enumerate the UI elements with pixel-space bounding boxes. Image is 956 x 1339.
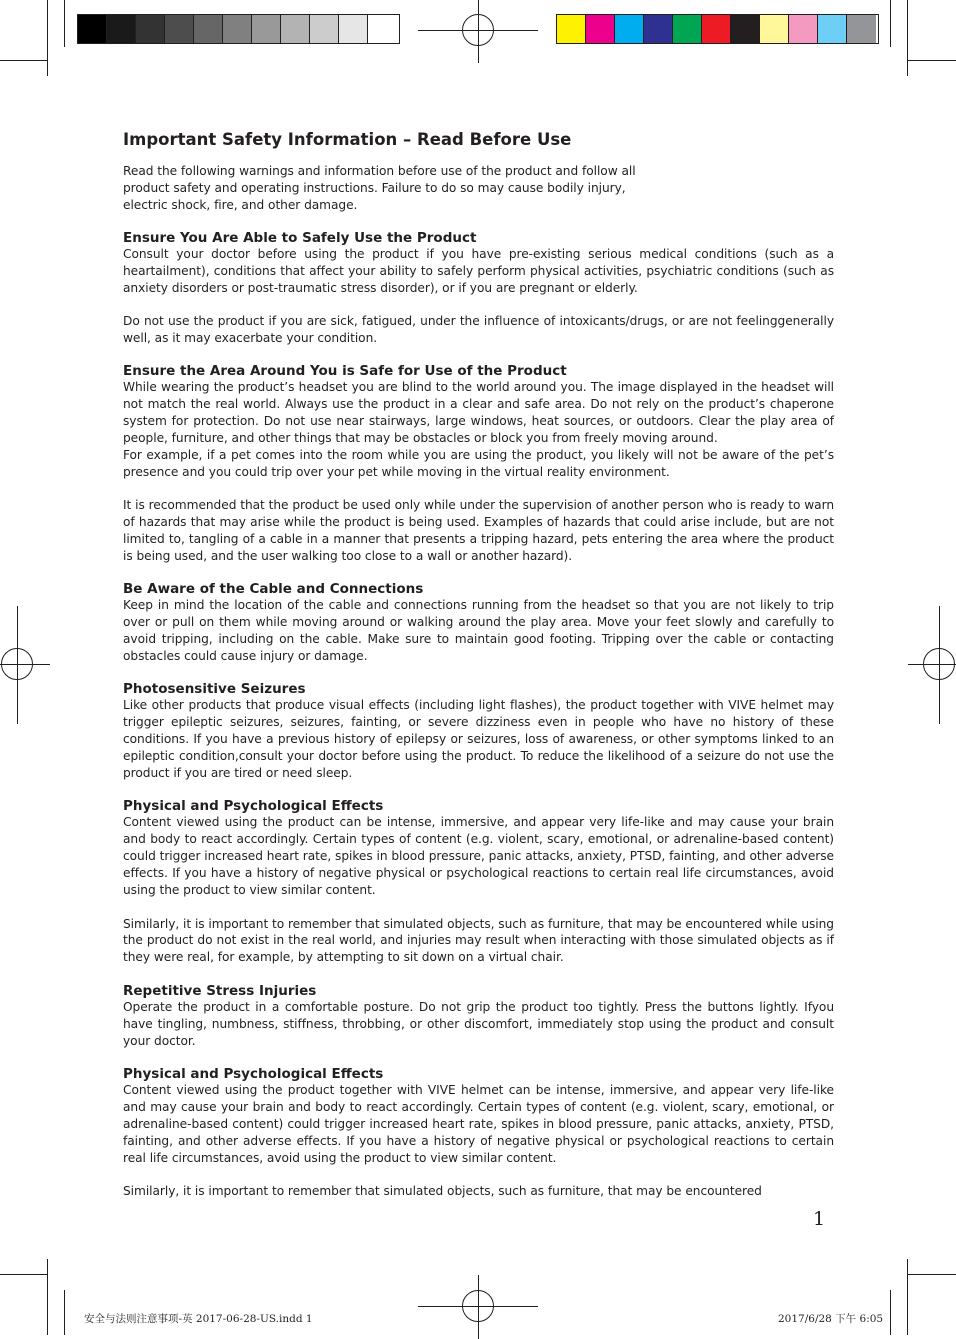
slug-timestamp: 2017/6/28 下午 6:05	[778, 1313, 884, 1325]
section-paragraph: While wearing the product’s headset you are blind to the world around you. The image displayed in the headset will not match the real world. Always use the product in a clear and safe area. Do not rely on the product’s chaperone system for protection. Do not use near stairways, large windows, heat sources, or outdoors. Clear the play area of people, furniture, and other things that may be obstacles or block you from freely moving around.	[123, 380, 834, 445]
section-safe-area	[123, 363, 834, 565]
color-swatch	[194, 15, 223, 43]
color-swatch	[615, 15, 644, 43]
section-paragraph: For example, if a pet comes into the room while you are using the product, you likely will not be aware of the pet’s presence and you could trip over your pet while moving in the virtual reality environment.	[123, 447, 834, 479]
section-heading: Ensure You Are Able to Safely Use the Product	[123, 229, 477, 246]
section-paragraph: Keep in mind the location of the cable and connections running from the headset so that you are not likely to trip over or pull on them while moving around or walking around the play area. Move your feet slowly and carefully to avoid tripping, including on the cable. Make sure to maintain good footing. Tripping over the cable or contacting obstacles could cause injury or damage.	[123, 598, 834, 664]
section-paragraph: Do not use the product if you are sick, fatigued, under the influence of intoxicants/drugs, or are not feelinggenerally well, as it may exacerbate your condition.	[123, 313, 834, 345]
color-swatch	[789, 15, 818, 43]
section-psych-effects-2	[123, 1066, 834, 1167]
section-able-to-use	[123, 230, 834, 347]
color-swatch	[760, 15, 789, 43]
registration-line-bottom	[418, 1306, 538, 1307]
registration-line-top	[418, 30, 538, 31]
section-paragraph: It is recommended that the product be used only while under the supervision of another person who is ready to warn of hazards that may arise while the product is being used. Examples of hazards that could arise include, but are not limited to, tangling of a cable in a manner that presents a tripping hazard, pets entering the area where the product is being used, and the user walking too close to a wall or another hazard).	[123, 498, 834, 563]
section-heading: Physical and Psychological Effects	[123, 798, 384, 815]
color-swatch	[702, 15, 731, 43]
registration-line-left	[17, 606, 18, 724]
color-swatch	[818, 15, 847, 43]
slug-filename: 安全与法则注意事项-英 2017-06-28-US.indd 1	[84, 1313, 313, 1325]
document-body	[123, 130, 834, 1200]
color-swatch	[673, 15, 702, 43]
section-paragraph: Consult your doctor before using the product if you have pre-existing serious medical conditions (such as a heartailment), conditions that affect your ability to safely perform physical activities, psychiatric conditions (such as anxiety disorders or post-traumatic stress disorder), or if you are pregnant or elderly.	[123, 246, 834, 295]
trailing-paragraph: Similarly, it is important to remember that simulated objects, such as furniture, that may be encountered	[123, 1183, 762, 1198]
color-swatch	[368, 15, 397, 43]
section-paragraph: Like other products that produce visual effects (including light flashes), the product together with VIVE helmet may trigger epileptic seizures, seizures, fainting, or severe dizziness even in people who have no history of these conditions. If you have a previous history of epilepsy or seizures, loss of awareness, or other symptoms linked to an epileptic condition,consult your doctor before using the product. To reduce the likelihood of a seizure do not use the product if you are tired or need sleep.	[123, 698, 834, 781]
section-heading: Repetitive Stress Injuries	[123, 982, 317, 999]
section-repetitive-stress	[123, 983, 834, 1050]
section-paragraph: Similarly, it is important to remember that simulated objects, such as furniture, that may be encountered while using the product do not exist in the real world, and injuries may result when interacting with those simulated objects as if they were real, for example, by attempting to sit down on a virtual chair.	[123, 916, 834, 965]
intro-line: product safety and operating instructions. Failure to do so may cause bodily injury,	[123, 180, 626, 195]
color-swatch	[252, 15, 281, 43]
color-swatch	[310, 15, 339, 43]
section-psych-effects	[123, 798, 834, 966]
intro-paragraph	[123, 163, 658, 214]
intro-line: Read the following warnings and information before use of the product and follow all	[123, 164, 636, 178]
color-swatch	[557, 15, 586, 43]
color-swatch	[107, 15, 136, 43]
color-swatch	[223, 15, 252, 43]
section-seizures	[123, 681, 834, 782]
color-swatch	[339, 15, 368, 43]
intro-line: electric shock, fire, and other damage.	[123, 197, 358, 212]
process-color-bar	[556, 14, 879, 44]
color-swatch	[78, 15, 107, 43]
section-heading: Be Aware of the Cable and Connections	[123, 581, 424, 598]
color-swatch	[165, 15, 194, 43]
section-heading: Physical and Psychological Effects	[123, 1065, 384, 1082]
page-number: 1	[813, 1208, 826, 1230]
grayscale-color-bar	[77, 14, 400, 44]
section-heading: Photosensitive Seizures	[123, 681, 306, 698]
color-swatch	[136, 15, 165, 43]
section-cable	[123, 581, 834, 665]
section-paragraph: Content viewed using the product can be intense, immersive, and appear very life-like and may cause your brain and body to react accordingly. Certain types of content (e.g. violent, scary, emotional, or adrenaline-based content) could trigger increased heart rate, spikes in blood pressure, panic attacks, anxiety, PTSD, fainting, and other adverse effects. If you have a history of negative physical or psychological reactions to certain real life circumstances, avoid using the product to view similar content.	[123, 815, 834, 898]
color-swatch	[731, 15, 760, 43]
registration-line-right	[939, 606, 940, 724]
color-swatch	[586, 15, 615, 43]
section-paragraph: Operate the product in a comfortable posture. Do not grip the product too tightly. Press the buttons lightly. Ifyou have tingling, numbness, stiffness, throbbing, or other discomfort, immediately stop using the product and consult your doctor.	[123, 999, 834, 1048]
page-title: Important Safety Information – Read Before Use	[123, 130, 572, 149]
color-swatch	[644, 15, 673, 43]
section-paragraph: Content viewed using the product together with VIVE helmet can be intense, immersive, and appear very life-like and may cause your brain and body to react accordingly. Certain types of content (e.g. violent, scary, emotional, or adrenaline-based content) could trigger increased heart rate, spikes in blood pressure, panic attacks, anxiety, PTSD, fainting, and other adverse effects. If you have a history of negative physical or psychological reactions to certain real life circumstances, avoid using the product to view similar content.	[123, 1082, 834, 1165]
color-swatch	[847, 15, 876, 43]
section-heading: Ensure the Area Around You is Safe for Use of the Product	[123, 363, 567, 380]
color-swatch	[281, 15, 310, 43]
